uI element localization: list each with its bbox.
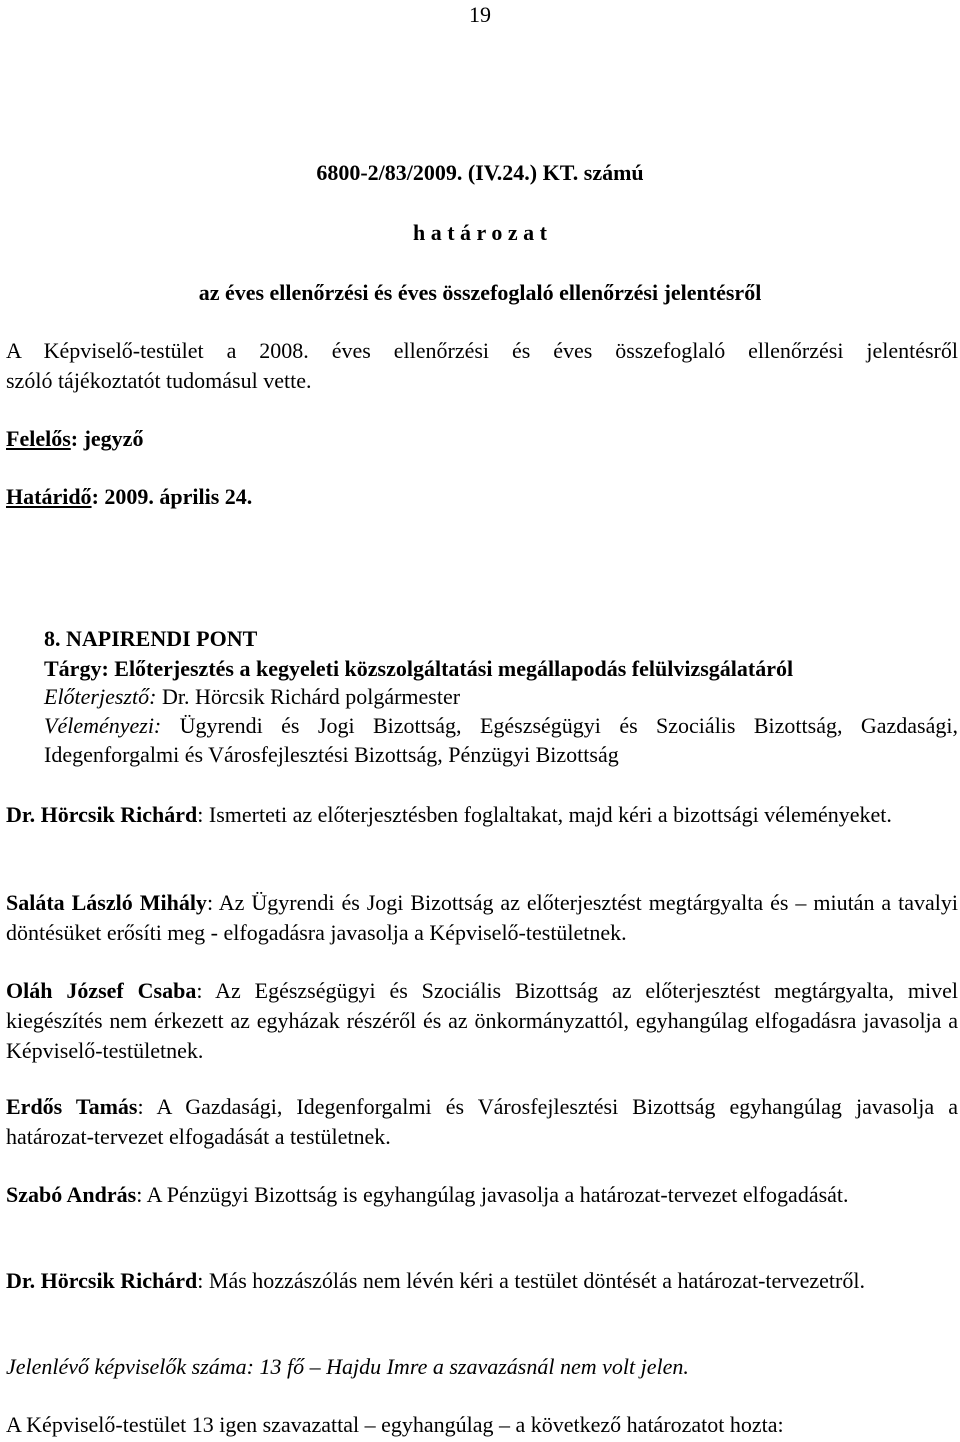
reviewers-label: Véleményezi: — [44, 713, 162, 738]
responsible-value: : jegyző — [70, 426, 144, 451]
agenda-heading — [44, 626, 257, 652]
statement-text: : Az Egészségügyi és Szociális Bizottság az előterjesztést megtárgyalta, mivel kiegészítés nem érkezett az egyházak részéről és az önkormányzattól, egyhangúlag elfogadásra javasolja a Képviselő-testületnek. — [6, 978, 959, 1063]
speaker-name: Szabó András — [6, 1182, 137, 1207]
responsible-line — [6, 426, 143, 452]
decision-subject: az éves ellenőrzési és éves összefoglaló ellenőrzési jelentésről — [198, 280, 762, 305]
speaker-name: Saláta László Mihály — [6, 890, 207, 915]
reviewers-list: Ügyrendi és Jogi Bizottság, Egészségügyi és Szociális Bizottság, Gazdasági, — [161, 713, 958, 738]
speaker-name: Erdős Tamás — [6, 1094, 138, 1119]
speaker-name: Dr. Hörcsik Richárd — [6, 1268, 198, 1293]
statement-text: : Más hozzászólás nem lévén kéri a testület döntését a határozat-tervezetről. — [197, 1268, 865, 1293]
decision-text-line2: szóló tájékoztatót tudomásul vette. — [6, 368, 312, 393]
statement-text: : Az Ügyrendi és Jogi Bizottság az előterjesztést megtárgyalta és – miután a tavalyi döntésüket erősíti meg - elfogadásra javasolja a Képviselő-testületnek. — [6, 890, 958, 945]
agenda-presenter — [44, 684, 460, 710]
deadline-line — [6, 484, 252, 510]
speaker-name: Oláh József Csaba — [6, 978, 197, 1003]
attendance-note: Jelenlévő képviselők száma: 13 fő – Hajdu Imre a szavazásnál nem volt jelen. — [6, 1354, 689, 1379]
decision-text-line1: A Képviselő-testület a 2008. éves ellenőrzési és éves összefoglaló ellenőrzési jelentésről — [6, 338, 958, 363]
statement-text: : A Gazdasági, Idegenforgalmi és Városfejlesztési Bizottság egyhangúlag javasolja a határozat-tervezet elfogadását a testületnek. — [6, 1094, 958, 1149]
decision-title: h a t á r o z a t — [412, 220, 548, 245]
statement-paragraph — [6, 1266, 958, 1296]
vote-result: A Képviselő-testület 13 igen szavazattal – egyhangúlag – a következő határozatot hozta: — [6, 1412, 784, 1437]
deadline-value: : 2009. április 24. — [91, 484, 253, 509]
statement-paragraph — [6, 888, 958, 948]
speaker-name: Dr. Hörcsik Richárd — [6, 802, 198, 827]
agenda-reviewers-line2: Idegenforgalmi és Városfejlesztési Bizottság, Pénzügyi Bizottság — [44, 742, 619, 767]
statement-paragraph — [6, 800, 958, 830]
agenda-number: 8. — [44, 626, 61, 651]
presenter-label: Előterjesztő: — [44, 684, 157, 709]
statement-text: : A Pénzügyi Bizottság is egyhangúlag javasolja a határozat-tervezet elfogadását. — [136, 1182, 849, 1207]
agenda-title: NAPIRENDI PONT — [66, 626, 258, 651]
statement-paragraph — [6, 1092, 958, 1152]
deadline-label: Határidő — [6, 484, 92, 509]
statement-text: : Ismerteti az előterjesztésben foglaltakat, majd kéri a bizottsági véleményeket. — [197, 802, 892, 827]
decision-number: 6800-2/83/2009. (IV.24.) KT. számú — [316, 160, 644, 185]
presenter-name: Dr. Hörcsik Richárd polgármester — [156, 684, 461, 709]
statement-paragraph — [6, 976, 958, 1066]
responsible-label: Felelős — [6, 426, 71, 451]
statement-paragraph — [6, 1180, 958, 1210]
page-number: 19 — [469, 2, 491, 27]
agenda-subject: Tárgy: Előterjesztés a kegyeleti közszolgáltatási megállapodás felülvizsgálatáról — [44, 656, 794, 681]
agenda-reviewers-line1 — [44, 713, 958, 739]
